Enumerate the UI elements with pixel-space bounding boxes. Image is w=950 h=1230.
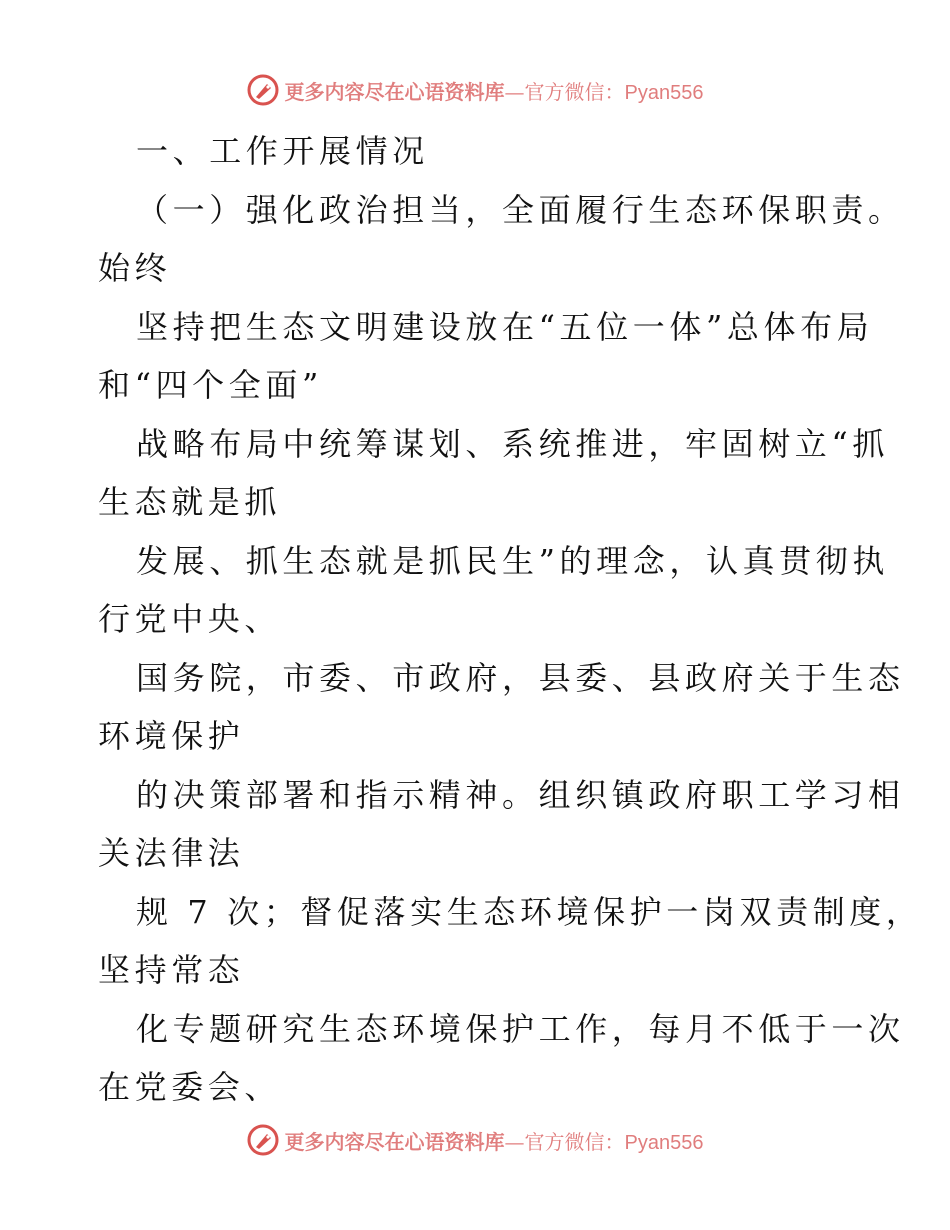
header-watermark [0,70,950,110]
watermark-brand: 更多内容尽在心语资料库 [284,1129,505,1154]
text-line: 战略布局中统筹谋划、系统推进，牢固树立“抓 [136,424,889,463]
text-line: 坚持把生态文明建设放在“五位一体”总体布局 [136,307,874,346]
text-line: 坚持常态 [98,951,245,989]
text-line: 行党中央、 [98,600,282,638]
text-line: 国务院，市委、市政府，县委、县政府关于生态 [136,658,905,697]
text-line: 化专题研究生态环境保护工作，每月不低于一次 [136,1009,905,1048]
text-line: 的决策部署和指示精神。组织镇政府职工学习相 [136,775,905,814]
pen-nib-logo-icon [247,1124,279,1156]
watermark-brand: 更多内容尽在心语资料库 [284,79,505,104]
watermark-wechat-id: Pyan556 [624,1131,704,1154]
text-line: 规 7 次；督促落实生态环境保护一岗双责制度， [136,892,923,931]
document-body [98,122,923,1117]
text-line: 和“四个全面” [98,366,323,404]
text-line: 在党委会、 [98,1068,282,1106]
watermark-text [285,1126,704,1155]
watermark-wechat-id: Pyan556 [624,81,704,104]
watermark-label: 官方微信： [524,79,625,104]
pen-nib-logo-icon [247,74,279,106]
footer-watermark [0,1120,950,1160]
watermark-text [285,76,704,105]
text-line: 环境保护 [98,717,245,755]
text-line: 发展、抓生态就是抓民生”的理念，认真贯彻执 [136,541,889,580]
watermark-dash: — [504,79,525,104]
text-line: 关法律法 [98,834,245,872]
text-line: 始终 [98,249,172,287]
text-line: 生态就是抓 [98,483,282,521]
section-heading: 一、工作开展情况 [136,132,429,170]
subsection-heading: （一）强化政治担当，全面履行生态环保职责。 [136,190,905,229]
watermark-label: 官方微信： [524,1129,625,1154]
watermark-dash: — [504,1129,525,1154]
